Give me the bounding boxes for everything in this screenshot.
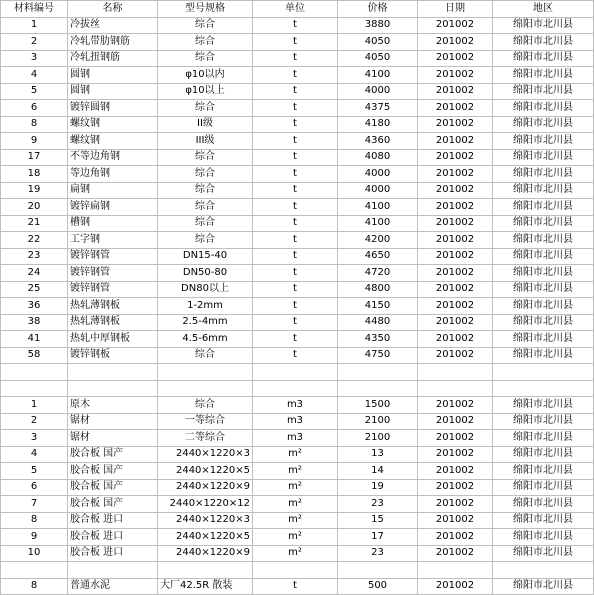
cell-date: 201002: [418, 314, 493, 331]
cell-unit: t: [253, 215, 338, 232]
cell-unit: t: [253, 281, 338, 298]
cell-spec: II级: [158, 116, 253, 133]
table-row: [1, 298, 594, 315]
cell-name: 胶合板 进口: [68, 512, 158, 529]
cell-code: 8: [1, 116, 68, 133]
cell-unit: t: [253, 265, 338, 282]
cell-unit: t: [253, 182, 338, 199]
cell-price: 17: [338, 529, 418, 546]
cell-spec: 综合: [158, 347, 253, 364]
cell-price: 4100: [338, 215, 418, 232]
cell-unit: m²: [253, 529, 338, 546]
cell-unit: t: [253, 34, 338, 51]
cell-spec: DN80以上: [158, 281, 253, 298]
cell-unit: m²: [253, 545, 338, 562]
cell-code: 3: [1, 430, 68, 447]
cell-spec: 2440×1220×3: [158, 446, 253, 463]
cell-code: 19: [1, 182, 68, 199]
cell-code: [1, 364, 68, 381]
cell-unit: t: [253, 314, 338, 331]
cell-unit: t: [253, 199, 338, 216]
table-row: [1, 562, 594, 579]
table-row: [1, 149, 594, 166]
cell-date: 201002: [418, 182, 493, 199]
cell-spec: [158, 364, 253, 381]
cell-price: 4350: [338, 331, 418, 348]
cell-date: 201002: [418, 446, 493, 463]
table-row: [1, 331, 594, 348]
cell-unit: t: [253, 100, 338, 117]
cell-code: 8: [1, 512, 68, 529]
cell-area: 绵阳市北川县: [493, 215, 594, 232]
cell-code: 21: [1, 215, 68, 232]
cell-area: 绵阳市北川县: [493, 347, 594, 364]
cell-price: 2100: [338, 413, 418, 430]
cell-spec: 综合: [158, 149, 253, 166]
table-row: [1, 430, 594, 447]
cell-date: 201002: [418, 397, 493, 414]
cell-date: 201002: [418, 512, 493, 529]
cell-area: 绵阳市北川县: [493, 17, 594, 34]
cell-unit: t: [253, 232, 338, 249]
cell-area: 绵阳市北川县: [493, 578, 594, 595]
cell-spec: 2440×1220×9: [158, 479, 253, 496]
cell-date: 201002: [418, 578, 493, 595]
header-unit: 单位: [253, 1, 338, 18]
cell-code: 24: [1, 265, 68, 282]
cell-area: 绵阳市北川县: [493, 34, 594, 51]
cell-area: 绵阳市北川县: [493, 413, 594, 430]
cell-unit: t: [253, 67, 338, 84]
cell-area: 绵阳市北川县: [493, 298, 594, 315]
cell-date: 201002: [418, 67, 493, 84]
table-row: [1, 529, 594, 546]
cell-name: 普通水泥: [68, 578, 158, 595]
table-body: [1, 17, 594, 595]
table-row: [1, 17, 594, 34]
cell-date: 201002: [418, 34, 493, 51]
cell-price: 4000: [338, 166, 418, 183]
cell-area: 绵阳市北川县: [493, 496, 594, 513]
table-row: [1, 380, 594, 397]
cell-price: 4800: [338, 281, 418, 298]
table-row: [1, 116, 594, 133]
cell-area: [493, 562, 594, 579]
cell-date: 201002: [418, 265, 493, 282]
table-row: [1, 34, 594, 51]
cell-code: 6: [1, 100, 68, 117]
cell-date: 201002: [418, 83, 493, 100]
cell-unit: [253, 380, 338, 397]
cell-spec: φ10以上: [158, 83, 253, 100]
cell-area: 绵阳市北川县: [493, 397, 594, 414]
cell-price: 19: [338, 479, 418, 496]
cell-price: 4100: [338, 199, 418, 216]
cell-area: 绵阳市北川县: [493, 182, 594, 199]
cell-code: [1, 562, 68, 579]
cell-name: 圆钢: [68, 67, 158, 84]
cell-date: 201002: [418, 50, 493, 67]
cell-area: 绵阳市北川县: [493, 100, 594, 117]
cell-area: 绵阳市北川县: [493, 232, 594, 249]
cell-code: 58: [1, 347, 68, 364]
cell-unit: t: [253, 578, 338, 595]
cell-date: 201002: [418, 17, 493, 34]
cell-spec: 综合: [158, 199, 253, 216]
cell-spec: 1-2mm: [158, 298, 253, 315]
header-row: [1, 1, 594, 18]
table-row: [1, 50, 594, 67]
cell-name: 胶合板 进口: [68, 545, 158, 562]
cell-name: 镀锌钢管: [68, 248, 158, 265]
cell-name: 胶合板 进口: [68, 529, 158, 546]
cell-unit: m3: [253, 413, 338, 430]
cell-name: 不等边角钢: [68, 149, 158, 166]
cell-area: [493, 364, 594, 381]
cell-price: [338, 364, 418, 381]
cell-spec: 综合: [158, 34, 253, 51]
cell-code: 23: [1, 248, 68, 265]
cell-price: 14: [338, 463, 418, 480]
table-row: [1, 397, 594, 414]
table-row: [1, 248, 594, 265]
cell-code: 20: [1, 199, 68, 216]
cell-date: 201002: [418, 545, 493, 562]
cell-name: 镀锌钢管: [68, 265, 158, 282]
cell-code: 18: [1, 166, 68, 183]
table-row: [1, 100, 594, 117]
cell-spec: 2440×1220×12: [158, 496, 253, 513]
cell-area: 绵阳市北川县: [493, 83, 594, 100]
cell-date: 201002: [418, 479, 493, 496]
cell-date: 201002: [418, 199, 493, 216]
cell-name: 胶合板 国产: [68, 463, 158, 480]
cell-price: 4750: [338, 347, 418, 364]
cell-date: 201002: [418, 248, 493, 265]
cell-name: [68, 364, 158, 381]
cell-date: 201002: [418, 133, 493, 150]
cell-spec: DN15-40: [158, 248, 253, 265]
cell-unit: t: [253, 116, 338, 133]
cell-unit: t: [253, 17, 338, 34]
cell-code: 38: [1, 314, 68, 331]
cell-unit: t: [253, 133, 338, 150]
cell-code: 8: [1, 578, 68, 595]
cell-unit: [253, 562, 338, 579]
cell-name: [68, 380, 158, 397]
cell-spec: 2440×1220×5: [158, 463, 253, 480]
cell-name: 槽钢: [68, 215, 158, 232]
cell-code: 36: [1, 298, 68, 315]
cell-price: 4360: [338, 133, 418, 150]
header-price: 价格: [338, 1, 418, 18]
cell-unit: m3: [253, 397, 338, 414]
cell-unit: t: [253, 83, 338, 100]
table-row: [1, 265, 594, 282]
cell-unit: [253, 364, 338, 381]
cell-price: [338, 562, 418, 579]
cell-spec: [158, 562, 253, 579]
cell-price: 3880: [338, 17, 418, 34]
table-row: [1, 496, 594, 513]
header-code: 材料编号: [1, 1, 68, 18]
cell-name: 螺纹钢: [68, 116, 158, 133]
cell-date: 201002: [418, 232, 493, 249]
cell-code: 5: [1, 83, 68, 100]
cell-name: 冷轧扭钢筋: [68, 50, 158, 67]
cell-code: 6: [1, 479, 68, 496]
cell-area: 绵阳市北川县: [493, 463, 594, 480]
header-date: 日期: [418, 1, 493, 18]
cell-date: 201002: [418, 331, 493, 348]
table-row: [1, 215, 594, 232]
cell-area: 绵阳市北川县: [493, 430, 594, 447]
cell-spec: 二等综合: [158, 430, 253, 447]
cell-code: 1: [1, 397, 68, 414]
cell-date: 201002: [418, 149, 493, 166]
cell-spec: 综合: [158, 182, 253, 199]
cell-code: 9: [1, 133, 68, 150]
cell-spec: 2440×1220×5: [158, 529, 253, 546]
cell-area: 绵阳市北川县: [493, 545, 594, 562]
cell-code: 1: [1, 17, 68, 34]
cell-name: 冷拔丝: [68, 17, 158, 34]
cell-date: [418, 364, 493, 381]
header-spec: 型号规格: [158, 1, 253, 18]
table-row: [1, 67, 594, 84]
table-row: [1, 166, 594, 183]
cell-area: 绵阳市北川县: [493, 50, 594, 67]
table-row: [1, 512, 594, 529]
cell-date: 201002: [418, 298, 493, 315]
cell-name: 镀锌扁钢: [68, 199, 158, 216]
table-row: [1, 182, 594, 199]
cell-area: 绵阳市北川县: [493, 133, 594, 150]
cell-spec: III级: [158, 133, 253, 150]
cell-price: 13: [338, 446, 418, 463]
cell-name: 热轧中厚钢板: [68, 331, 158, 348]
cell-area: 绵阳市北川县: [493, 479, 594, 496]
cell-area: 绵阳市北川县: [493, 149, 594, 166]
cell-unit: t: [253, 50, 338, 67]
cell-date: 201002: [418, 413, 493, 430]
cell-name: 胶合板 国产: [68, 496, 158, 513]
table-row: [1, 347, 594, 364]
cell-area: 绵阳市北川县: [493, 248, 594, 265]
cell-code: 10: [1, 545, 68, 562]
table-row: [1, 364, 594, 381]
table-row: [1, 479, 594, 496]
cell-code: 9: [1, 529, 68, 546]
cell-name: 锯材: [68, 430, 158, 447]
cell-area: 绵阳市北川县: [493, 314, 594, 331]
cell-code: 4: [1, 446, 68, 463]
cell-spec: 2.5-4mm: [158, 314, 253, 331]
cell-spec: 综合: [158, 232, 253, 249]
cell-spec: [158, 380, 253, 397]
cell-area: 绵阳市北川县: [493, 281, 594, 298]
cell-code: 41: [1, 331, 68, 348]
cell-area: [493, 380, 594, 397]
cell-price: 4050: [338, 50, 418, 67]
cell-spec: 一等综合: [158, 413, 253, 430]
cell-price: 23: [338, 496, 418, 513]
table-row: [1, 133, 594, 150]
table-row: [1, 232, 594, 249]
cell-price: 4000: [338, 182, 418, 199]
cell-date: 201002: [418, 215, 493, 232]
cell-unit: m²: [253, 512, 338, 529]
cell-unit: m²: [253, 496, 338, 513]
cell-date: 201002: [418, 281, 493, 298]
cell-unit: t: [253, 298, 338, 315]
cell-date: 201002: [418, 529, 493, 546]
cell-spec: 综合: [158, 166, 253, 183]
cell-spec: 综合: [158, 397, 253, 414]
cell-name: 扁钢: [68, 182, 158, 199]
cell-code: 5: [1, 463, 68, 480]
table-row: [1, 463, 594, 480]
cell-date: 201002: [418, 166, 493, 183]
cell-price: 4080: [338, 149, 418, 166]
cell-spec: 4.5-6mm: [158, 331, 253, 348]
cell-unit: t: [253, 166, 338, 183]
cell-price: 4180: [338, 116, 418, 133]
cell-date: 201002: [418, 463, 493, 480]
cell-price: 2100: [338, 430, 418, 447]
cell-date: 201002: [418, 116, 493, 133]
cell-name: 镀锌钢管: [68, 281, 158, 298]
cell-unit: t: [253, 331, 338, 348]
cell-code: 2: [1, 413, 68, 430]
cell-price: 4200: [338, 232, 418, 249]
cell-area: 绵阳市北川县: [493, 331, 594, 348]
cell-code: 17: [1, 149, 68, 166]
cell-spec: 综合: [158, 50, 253, 67]
cell-price: 4000: [338, 83, 418, 100]
cell-unit: m3: [253, 430, 338, 447]
cell-area: 绵阳市北川县: [493, 67, 594, 84]
cell-name: 冷轧带肋钢筋: [68, 34, 158, 51]
cell-area: 绵阳市北川县: [493, 116, 594, 133]
cell-spec: 综合: [158, 215, 253, 232]
cell-price: 4480: [338, 314, 418, 331]
cell-name: 圆钢: [68, 83, 158, 100]
table-row: [1, 578, 594, 595]
cell-name: 锯材: [68, 413, 158, 430]
header-name: 名称: [68, 1, 158, 18]
cell-name: 胶合板 国产: [68, 479, 158, 496]
cell-price: 4720: [338, 265, 418, 282]
cell-price: 4150: [338, 298, 418, 315]
cell-area: 绵阳市北川县: [493, 446, 594, 463]
cell-name: 工字钢: [68, 232, 158, 249]
cell-name: 等边角钢: [68, 166, 158, 183]
table-row: [1, 314, 594, 331]
cell-price: 4050: [338, 34, 418, 51]
cell-unit: m²: [253, 463, 338, 480]
cell-spec: 大厂42.5R 散装: [158, 578, 253, 595]
cell-date: 201002: [418, 100, 493, 117]
cell-code: 4: [1, 67, 68, 84]
cell-price: 1500: [338, 397, 418, 414]
cell-code: 3: [1, 50, 68, 67]
cell-area: 绵阳市北川县: [493, 166, 594, 183]
cell-price: [338, 380, 418, 397]
cell-code: 7: [1, 496, 68, 513]
cell-date: 201002: [418, 430, 493, 447]
cell-unit: t: [253, 149, 338, 166]
table-row: [1, 545, 594, 562]
header-area: 地区: [493, 1, 594, 18]
cell-spec: 综合: [158, 17, 253, 34]
cell-date: 201002: [418, 496, 493, 513]
cell-spec: 2440×1220×3: [158, 512, 253, 529]
cell-date: [418, 380, 493, 397]
cell-price: 4375: [338, 100, 418, 117]
cell-spec: φ10以内: [158, 67, 253, 84]
table-row: [1, 413, 594, 430]
cell-code: 2: [1, 34, 68, 51]
cell-spec: 综合: [158, 100, 253, 117]
cell-price: 23: [338, 545, 418, 562]
cell-price: 4650: [338, 248, 418, 265]
cell-price: 500: [338, 578, 418, 595]
cell-unit: m²: [253, 446, 338, 463]
cell-spec: DN50-80: [158, 265, 253, 282]
cell-area: 绵阳市北川县: [493, 265, 594, 282]
table-row: [1, 281, 594, 298]
cell-name: [68, 562, 158, 579]
cell-unit: t: [253, 347, 338, 364]
cell-unit: m²: [253, 479, 338, 496]
cell-name: 镀锌钢板: [68, 347, 158, 364]
table-row: [1, 446, 594, 463]
cell-spec: 2440×1220×9: [158, 545, 253, 562]
cell-name: 热轧薄钢板: [68, 314, 158, 331]
cell-area: 绵阳市北川县: [493, 199, 594, 216]
cell-name: 镀锌圆钢: [68, 100, 158, 117]
cell-area: 绵阳市北川县: [493, 529, 594, 546]
cell-name: 螺纹钢: [68, 133, 158, 150]
cell-code: [1, 380, 68, 397]
cell-code: 25: [1, 281, 68, 298]
cell-date: [418, 562, 493, 579]
cell-price: 15: [338, 512, 418, 529]
cell-name: 热轧薄钢板: [68, 298, 158, 315]
cell-date: 201002: [418, 347, 493, 364]
cell-name: 胶合板 国产: [68, 446, 158, 463]
cell-area: 绵阳市北川县: [493, 512, 594, 529]
table-row: [1, 199, 594, 216]
cell-code: 22: [1, 232, 68, 249]
cell-price: 4100: [338, 67, 418, 84]
cell-unit: t: [253, 248, 338, 265]
cell-name: 原木: [68, 397, 158, 414]
table-row: [1, 83, 594, 100]
